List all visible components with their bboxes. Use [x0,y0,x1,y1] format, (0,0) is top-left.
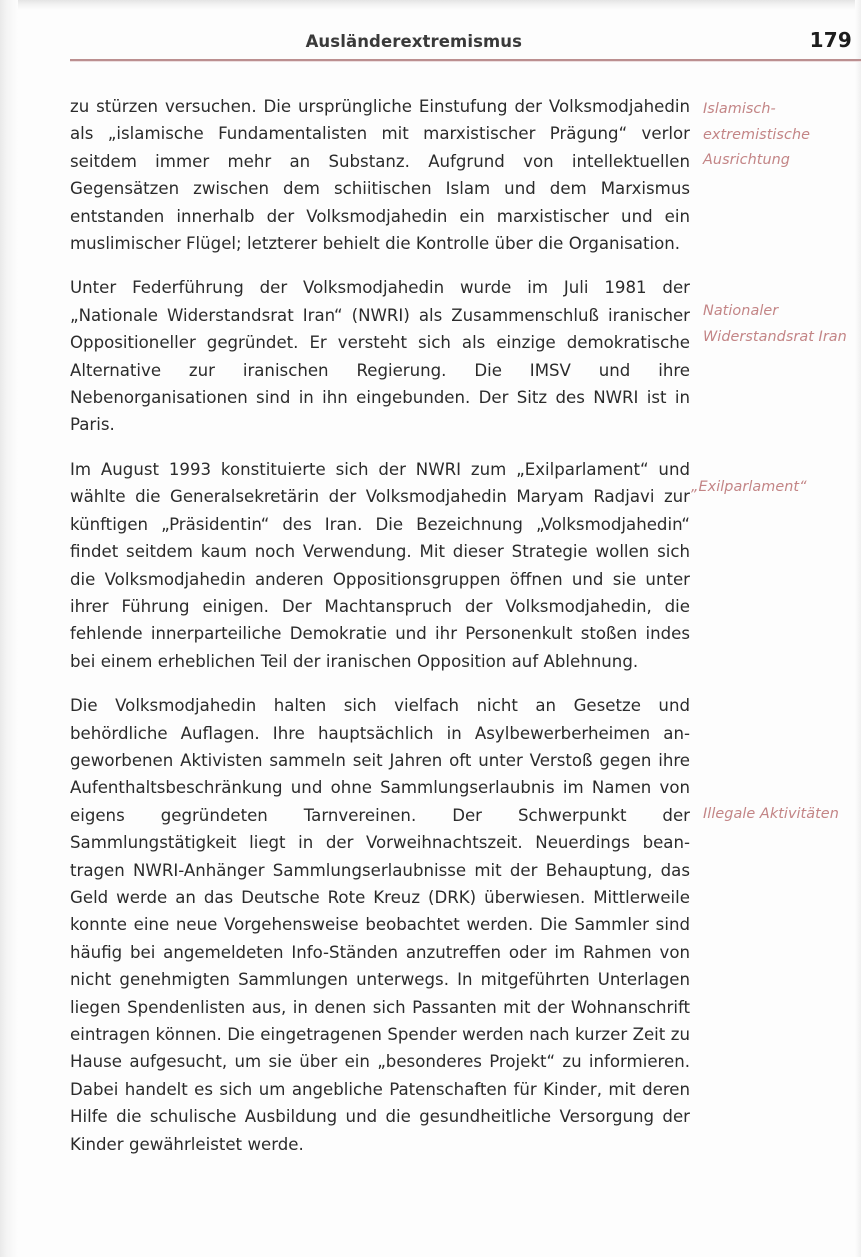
margin-note: Islamisch-extremistische Ausrichtung [703,101,811,169]
body-paragraph: Im August 1993 konstituierte sich der NWRI zum „Exilparlament“ und wählte die Generalsekretärin der Volksmodjahedin Maryam Radjavi zur künftigen „Präsidentin“ des Iran. Die Bezeichnung „Volksmodjahedin“ findet seitdem kaum noch Verwendung. Mit dieser Strategie wollen sich die Volksmodjahedin anderen Oppositionsgruppen öffnen und sie unter ihrer Führung einigen. Der Machtanspruch der Volksmodjahedin, die fehlende innerparteiliche Demokratie und ihr Personenkult stoßen indes bei einem erheblichen Teil der iranischen Opposition auf Ablehnung. [70,459,690,671]
main-text-column [70,93,690,1158]
page-title: Ausländerextremismus [305,32,523,51]
page-edge-right-shadow [855,0,861,1257]
margin-note: „Exilparlament“ [691,479,807,495]
body-paragraph: Die Volksmodjahedin halten sich vielfach nicht an Gesetze und behördliche Auflagen. Ihre hauptsächlich in Asylbewerberheimen angeworbenen Aktivisten sammeln seit Jahren oft unter Verstoß gegen ihre Aufenthaltsbeschränkung und ohne Sammlungserlaubnis im Namen von eigens gegründeten Tarnvereinen. Der Schwerpunkt der Sammlungstätigkeit liegt in der Vorweihnachtszeit. Neuerdings beantragen NWRI-Anhänger Sammlungserlaubnisse mit der Behauptung, das Geld werde an das Deutsche Rote Kreuz (DRK) überwiesen. Mittlerweile konnte eine neue Vorgehensweise beobachtet werden. Die Sammler sind häufig bei angemeldeten Info-Ständen anzutreffen oder im Rahmen von nicht genehmigten Sammlungen unterwegs. In mitgeführten Unterlagen liegen Spendenlisten aus, in denen sich Passanten mit der Wohnanschrift eintragen können. Die eingetragenen Spender werden nach kurzer Zeit zu Hause aufgesucht, um sie über ein „besonderes Projekt“ zu informieren. Dabei handelt es sich um angebliche Patenschaften für Kinder, mit deren Hilfe die schulische Ausbildung und die gesundheitliche Versorgung der Kinder gewährleistet werde. [70,696,690,1154]
header-divider-rule-shadow [70,61,861,62]
body-paragraph: Unter Federführung der Volksmodjahedin wurde im Juli 1981 der „Nationale Widerstandsrat Iran“ (NWRI) als Zusammenschluß iranischer Oppositioneller gegründet. Er versteht sich als einzige demokratische Alternative zur iranischen Regierung. Die IMSV und ihre Nebenorganisationen sind in ihn eingebunden. Der Sitz des NWRI ist in Paris. [70,278,690,435]
margin-note: Nationaler Widerstandsrat Iran [703,303,847,345]
running-head [70,28,852,54]
margin-note: Illegale Aktivitäten [703,806,839,822]
page-number: 179 [809,28,852,52]
page-edge-left-shadow [0,0,18,1257]
body-paragraph: zu stürzen versuchen. Die ursprüngliche Einstufung der Volksmodjahedin als „islamische Fundamentalisten mit marxistischer Prägung“ verlor seitdem immer mehr an Substanz. Aufgrund von intellektuellen Gegensätzen zwischen dem schiitischen Islam und dem Marxismus entstanden innerhalb der Volksmodjahedin ein marxistischer und ein muslimischer Flügel; letzterer behielt die Kontrolle über die Organisation. [70,97,690,254]
page-edge-top-shadow [0,0,861,10]
